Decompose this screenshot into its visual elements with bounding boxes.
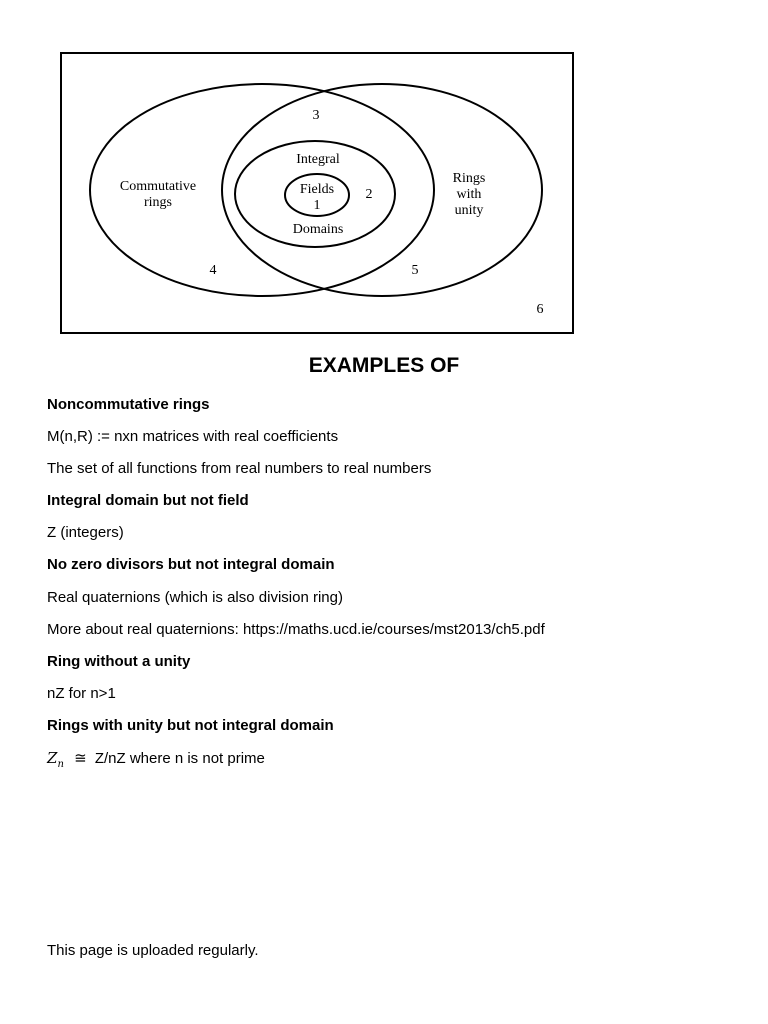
isomorphism-symbol: ≅ bbox=[74, 750, 87, 767]
example-matrices: M(n,R) := nxn matrices with real coefficients bbox=[47, 428, 339, 445]
region-number-1: 1 bbox=[313, 198, 321, 213]
rings-with-unity-ellipse bbox=[222, 84, 542, 296]
example-functions: The set of all functions from real numbers to real numbers bbox=[47, 460, 432, 477]
zn-symbol bbox=[47, 749, 64, 770]
heading-ring-without-unity: Ring without a unity bbox=[47, 653, 191, 670]
region-number-3: 3 bbox=[312, 108, 320, 123]
example-quaternions: Real quaternions (which is also division ring) bbox=[47, 589, 343, 606]
zn-subscript: n bbox=[57, 759, 64, 770]
region-number-6: 6 bbox=[536, 302, 544, 317]
commutative-label-line2: rings bbox=[144, 195, 172, 210]
zn-description: Z/nZ where n is not prime bbox=[94, 750, 265, 767]
heading-noncommutative-rings: Noncommutative rings bbox=[47, 396, 210, 413]
heading-unity-not-integral-domain: Rings with unity but not integral domain bbox=[47, 717, 334, 734]
page-title: EXAMPLES OF bbox=[308, 354, 460, 377]
example-integers: Z (integers) bbox=[47, 524, 124, 541]
region-number-4: 4 bbox=[209, 263, 217, 278]
quaternions-link[interactable]: More about real quaternions: https://maths.ucd.ie/courses/mst2013/ch5.pdf bbox=[47, 621, 545, 638]
fields-label: Fields bbox=[299, 182, 335, 197]
commutative-label-line1: Commutative bbox=[119, 179, 197, 194]
region-number-5: 5 bbox=[411, 263, 419, 278]
region-number-2: 2 bbox=[365, 187, 373, 202]
footer-note: This page is uploaded regularly. bbox=[47, 942, 259, 959]
zn-base: Z bbox=[47, 749, 58, 767]
unity-label-line2: with bbox=[456, 187, 482, 202]
example-zn bbox=[47, 749, 265, 774]
heading-integral-domain-not-field: Integral domain but not field bbox=[47, 492, 249, 509]
integral-label: Integral bbox=[296, 152, 340, 167]
heading-no-zero-divisors: No zero divisors but not integral domain bbox=[47, 556, 335, 573]
unity-label-line1: Rings bbox=[452, 171, 486, 186]
example-nz: nZ for n>1 bbox=[47, 685, 116, 702]
unity-label-line3: unity bbox=[454, 203, 484, 218]
domains-label: Domains bbox=[292, 222, 344, 237]
rings-venn-diagram bbox=[0, 0, 768, 340]
